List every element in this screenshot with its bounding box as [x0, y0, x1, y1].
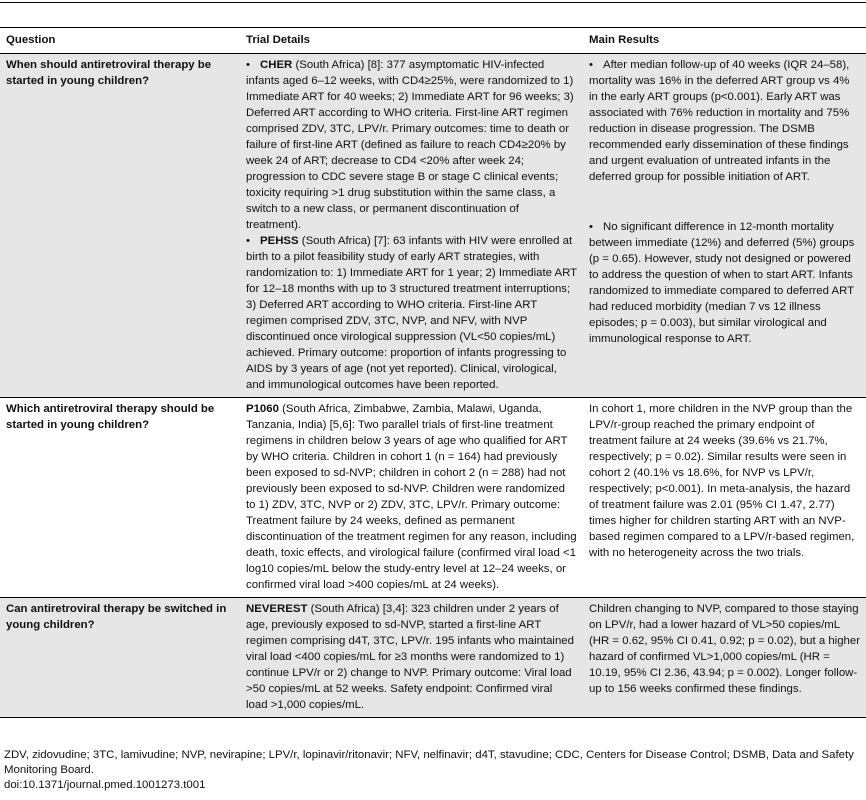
bullet-icon: • — [246, 235, 250, 247]
table-row — [0, 598, 866, 718]
trial-name: PEHSS — [260, 235, 299, 247]
main-results-cell — [583, 598, 866, 718]
doi-note: doi:10.1371/journal.pmed.1001273.t001 — [4, 779, 206, 791]
question-cell: When should antiretroviral therapy be started in young children? — [0, 54, 240, 398]
result-text: No significant difference in 12-month mortality between immediate (12%) and deferred (5%) groups (p = 0.65). However, study not designed or powered to address the question of when to start ART. Infants randomized to immediate compared to deferred ART had reduced morbidity (median 7 vs 12 illness episodes; p = 0.003), but similar virological and immunological response to ART. — [589, 221, 855, 345]
trial-text: (South Africa) [8]: 377 asymptomatic HIV-infected infants aged 6–12 weeks, with CD4≥25%, were randomized to 1) Immediate ART for 40 weeks; 2) Immediate ART for 96 weeks; 3) Deferred ART according to WHO criteria. First-line ART regimen comprised ZDV, 3TC, LPV/r. Primary outcomes: time to death or failure of first-line ART (defined as failure to reach CD4≥20% by week 24 of ART; decrease to CD4 <20% after week 24; progression to CDC severe stage B or stage C clinical events; toxicity requiring >1 drug substitution within the same class, a switch to a new class, or permanent discontinuation of treatment). — [246, 59, 574, 231]
result-entry — [589, 219, 860, 347]
header-question: Question — [6, 34, 56, 46]
trial-entry-neverest — [246, 601, 577, 713]
trials-table — [0, 27, 866, 718]
result-text: After median follow-up of 40 weeks (IQR 24–58), mortality was 16% in the deferred ART group vs 4% in the early ART groups (p<0.001). Early ART was associated with 76% reduction in mortality and 75% reduction in disease progression. The DSMB recommended early dissemination of these findings and urgent evaluation of untreated infants in the deferred group for possible initiation of ART. — [589, 59, 850, 183]
header-main-results: Main Results — [589, 34, 660, 46]
result-entry — [589, 57, 860, 185]
abbreviations-note: ZDV, zidovudine; 3TC, lamivudine; NVP, nevirapine; LPV/r, lopinavir/ritonavir; NFV, nelfinavir; d4T, stavudine; CDC, Centers for Disease Control; DSMB, Data and Safety Monitoring Board. — [4, 749, 854, 776]
top-rule — [0, 2, 866, 3]
trial-entry-cher — [246, 57, 577, 233]
trial-entry-p1060 — [246, 401, 577, 593]
main-results-cell — [583, 398, 866, 598]
trial-name: CHER — [260, 59, 293, 71]
trial-text: (South Africa) [7]: 63 infants with HIV were enrolled at birth to a pilot feasibility study of early ART strategies, with randomization to: 1) Immediate ART for 1 year; 2) Immediate ART for 12–18 months with up to 3 structured treatment interruptions; 3) Deferred ART according to WHO criteria. First-line ART regimen comprised ZDV, 3TC, NVP, and NFV, with NVP discontinued once virological suppression (VL<50 copies/mL) achieved. Primary outcome: proportion of infants progressing to AIDS by 3 years of age (not yet reported). Clinical, virological, and immunological outcomes have been reported. — [246, 235, 577, 391]
question-cell: Which antiretroviral therapy should be started in young children? — [6, 403, 215, 431]
trial-details-cell — [240, 598, 583, 718]
main-results-cell — [583, 54, 866, 398]
trial-details-cell — [240, 398, 583, 598]
question-cell: Can antiretroviral therapy be switched in young children? — [0, 598, 240, 718]
bullet-icon: • — [246, 59, 250, 71]
result-text: In cohort 1, more children in the NVP group than the LPV/r-group reached the primary endpoint of treatment failure at 24 weeks (39.6% vs 21.7%, respectively; p = 0.02). Similar results were seen in cohort 2 (40.1% vs 18.6%, for NVP vs LPV/r, respectively; p<0.001). In meta-analysis, the hazard of treatment failure was 2.01 (95% CI 1.47, 2.77) times higher for children starting ART with an NVP-based regimen compared to a LPV/r-based regimen, with no heterogeneity across the two trials. — [589, 403, 855, 559]
table-header-row — [0, 28, 866, 54]
trial-text: (South Africa, Zimbabwe, Zambia, Malawi, Uganda, Tanzania, India) [5,6]: Two parallel trials of first-line treatment regimens in children below 3 years of age who qualified for ART by WHO criteria. Children in cohort 1 (n = 164) had previously been exposed to sd-NVP; children in cohort 2 (n = 288) had not previously been exposed to sd-NVP. Children were randomized to 1) ZDV, 3TC, NVP or 2) ZDV, 3TC, LPV/r. Primary outcome: Treatment failure by 24 weeks, defined as permanent discontinuation of the treatment regimen for any reason, including death, toxic effects, and virological failure (confirmed viral load <1 log10 copies/mL below the study-entry level at 12–24 weeks, or confirmed viral load >400 copies/mL at 24 weeks). — [246, 403, 577, 591]
trial-text: (South Africa) [3,4]: 323 children under 2 years of age, previously exposed to sd-NVP, started a first-line ART regimen comprising d4T, 3TC, LPV/r. 195 infants who maintained viral load <400 copies/mL for ≥3 months were randomized to 1) continue LPV/r or 2) change to NVP. Primary outcome: Viral load >50 copies/mL at 52 weeks. Safety endpoint: Confirmed viral load >1,000 copies/mL. — [246, 603, 574, 711]
bullet-icon: • — [589, 59, 593, 71]
table-footer — [4, 748, 864, 793]
trial-name: NEVEREST — [246, 603, 308, 615]
trial-entry-pehss — [246, 233, 577, 393]
trial-details-cell — [240, 54, 583, 398]
table-row — [0, 398, 866, 598]
trial-name: P1060 — [246, 403, 279, 415]
result-text: Children changing to NVP, compared to those staying on LPV/r, had a lower hazard of VL>50 copies/mL (HR = 0.62, 95% CI 0.41, 0.92; p = 0.02), but a higher hazard of confirmed VL>1,000 copies/mL (HR = 10.19, 95% CI 2.36, 43.94; p = 0.002). Longer follow-up to 156 weeks confirmed these findings. — [589, 603, 861, 695]
bullet-icon: • — [589, 221, 593, 233]
table-row — [0, 54, 866, 398]
header-trial-details: Trial Details — [246, 34, 310, 46]
